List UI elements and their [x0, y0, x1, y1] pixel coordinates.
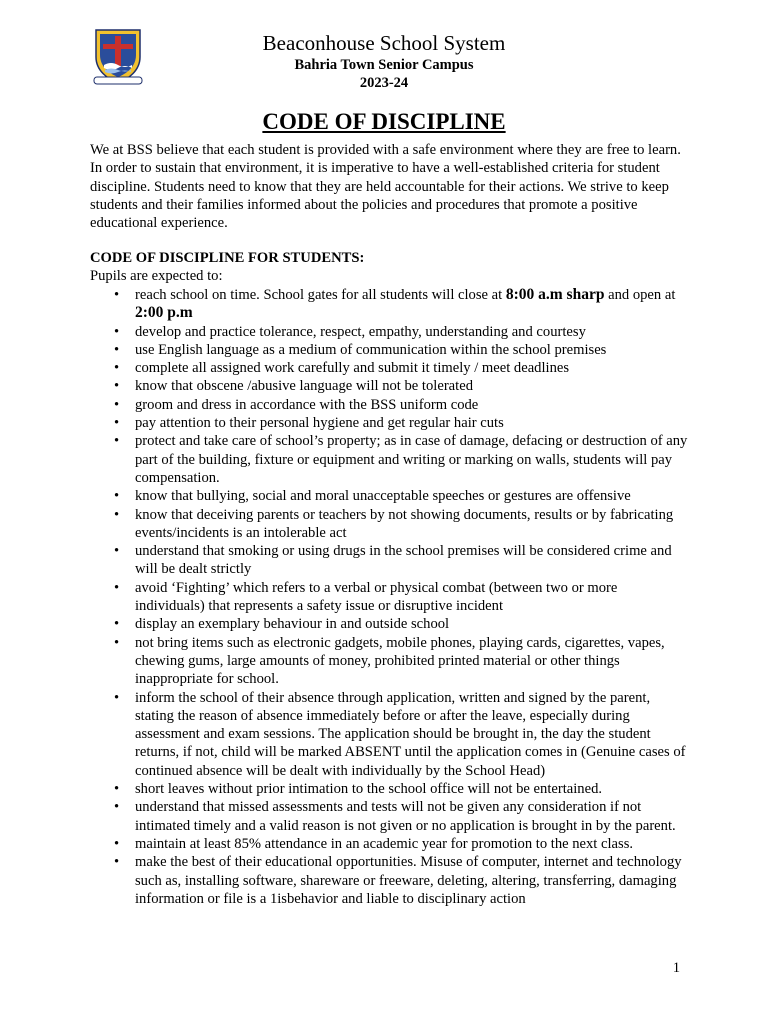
discipline-rules-list — [90, 286, 690, 908]
page-number: 1 — [672, 960, 680, 976]
list-item: • groom and dress in accordance with the BSS uniform code — [90, 396, 690, 414]
list-item: • maintain at least 85% attendance in an academic year for promotion to the next class. — [90, 835, 690, 853]
list-item — [90, 286, 690, 323]
rule-text: reach school on time. School gates for all students will close at — [135, 287, 506, 303]
list-item: • develop and practice tolerance, respect, empathy, understanding and courtesy — [90, 323, 690, 341]
list-item: • know that obscene /abusive language will not be tolerated — [90, 377, 690, 395]
list-item: • not bring items such as electronic gadgets, mobile phones, playing cards, cigarettes, vapes, chewing gums, large amounts of money, prohibited printed material or other things inappropriate for school. — [90, 634, 690, 689]
lead-in-text: Pupils are expected to: — [90, 268, 223, 284]
intro-paragraph: We at BSS believe that each student is provided with a safe environment where they are free to learn. In order to sustain that environment, it is imperative to have a well-established criteria for student discipline. Students need to know that they are held accountable for their actions. We strive to keep students and their families informed about the policies and procedures that promote a positive educational experience. — [90, 142, 681, 232]
list-item: • use English language as a medium of communication within the school premises — [90, 341, 690, 359]
gate-open-time: 2:00 p.m — [135, 304, 193, 322]
section-heading: CODE OF DISCIPLINE FOR STUDENTS: — [90, 250, 365, 266]
list-item: • avoid ‘Fighting’ which refers to a verbal or physical combat (between two or more individuals) that represents a safety issue or disruptive incident — [90, 579, 690, 616]
list-item: • understand that missed assessments and tests will not be given any consideration if not intimated timely and a valid reason is not given or no application is brought in by the parent. — [90, 798, 690, 835]
list-item: • inform the school of their absence through application, written and signed by the parent, stating the reason of absence immediately before or after the leave, especially during assessment and exam sessions. The application should be brought in, the day the student returns, if not, child will be marked ABSENT until the application comes in (Genuine cases of continued absence will be dealt with individually by the School Head) — [90, 689, 690, 780]
campus-name: Bahria Town Senior Campus — [294, 57, 474, 73]
list-item: • protect and take care of school’s property; as in case of damage, defacing or destruction of any part of the building, fixture or equipment and writing or marking on walls, students will pay compensation. — [90, 432, 690, 487]
document-title: CODE OF DISCIPLINE — [262, 109, 506, 134]
list-item: • short leaves without prior intimation to the school office will not be entertained. — [90, 780, 690, 798]
list-item: • know that bullying, social and moral unacceptable speeches or gestures are offensive — [90, 487, 690, 505]
rule-text: and open at — [604, 287, 676, 303]
list-item: • know that deceiving parents or teachers by not showing documents, results or by fabricating events/incidents is an intolerable act — [90, 506, 690, 543]
list-item: • make the best of their educational opportunities. Misuse of computer, internet and technology such as, installing software, shareware or freeware, deleting, altering, transferring, damaging information or file is a 1isbehavior and liable to disciplinary action — [90, 853, 690, 908]
list-item: • complete all assigned work carefully and submit it timely / meet deadlines — [90, 359, 690, 377]
list-item: • understand that smoking or using drugs in the school premises will be considered crime and will be dealt strictly — [90, 542, 690, 579]
academic-year: 2023-24 — [359, 75, 409, 91]
list-item: • display an exemplary behaviour in and outside school — [90, 615, 690, 633]
list-item: • pay attention to their personal hygiene and get regular hair cuts — [90, 414, 690, 432]
school-name: Beaconhouse School System — [262, 31, 506, 55]
gate-close-time: 8:00 a.m sharp — [505, 286, 605, 303]
